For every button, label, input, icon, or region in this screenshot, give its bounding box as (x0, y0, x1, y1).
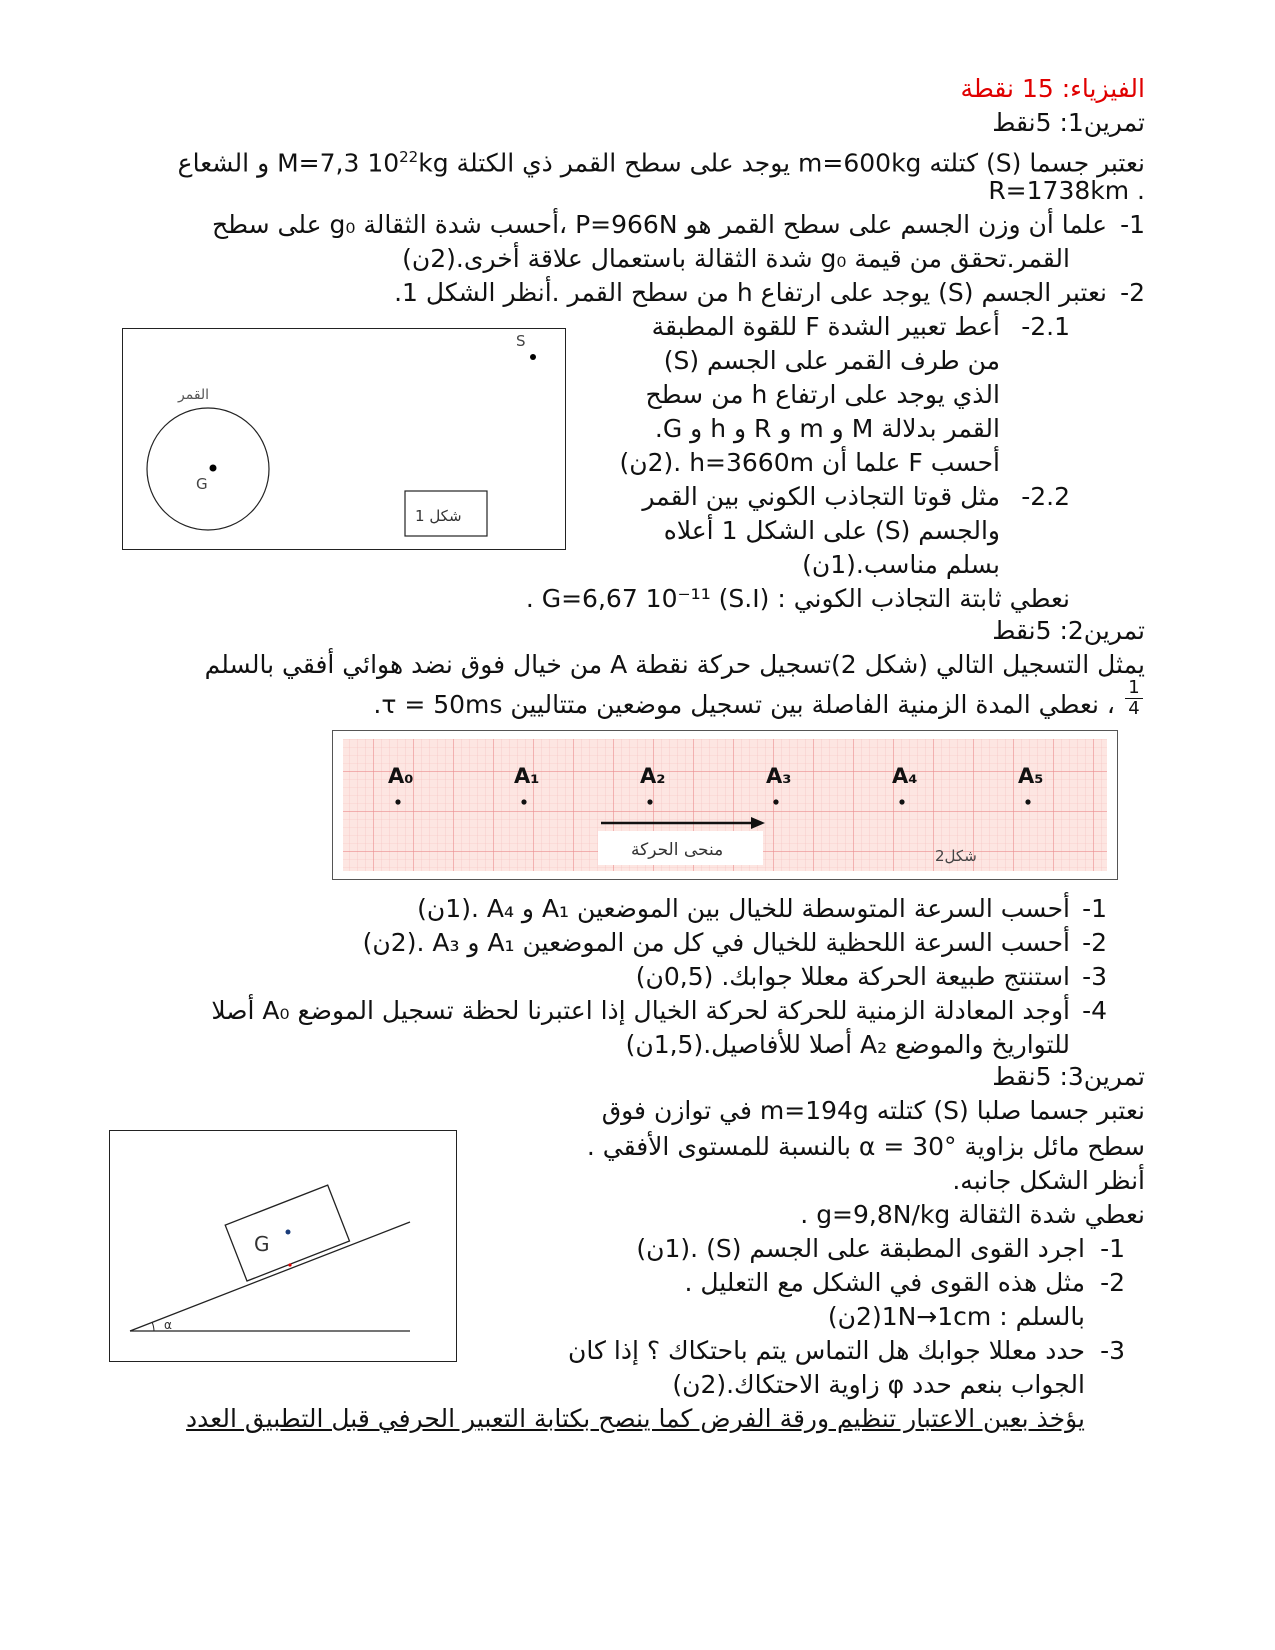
point-label-2: A₂ (640, 764, 666, 788)
moon-center-label: G (196, 475, 208, 493)
scale-fraction-denominator: 4 (1128, 698, 1140, 719)
exercise-3-intro-line4: نعطي شدة الثقالة g=9,8N/kg . (800, 1200, 1145, 1229)
exercise-1-q21-number: -2.1 (1021, 312, 1070, 341)
block-center-label: G (254, 1232, 270, 1256)
figure-3 (109, 1130, 457, 1362)
exercise-1-intro-end: kg و الشعاع (177, 148, 449, 178)
exercise-1-q21-line4: القمر بدلالة M و m و R و h و G. (654, 414, 1000, 443)
exercise-2-q1-number: -1 (1082, 894, 1107, 923)
point-dot-4 (899, 799, 904, 804)
exercise-1-q21-line5: أحسب F علما أن h=3660m .(2ن) (619, 448, 1000, 477)
exercise-1-q2-line: نعتبر الجسم (S) يوجد على ارتفاع h من سطح القمر .أنظر الشكل 1. (394, 278, 1107, 307)
exercise-1-q1-line1: علما أن وزن الجسم على سطح القمر هو P=966N ،أحسب شدة الثقالة g₀ على سطح (211, 210, 1107, 239)
exercise-1-q1-line2: القمر.تحقق من قيمة g₀ شدة الثقالة باستعمال علاقة أخرى.(2ن) (402, 244, 1070, 273)
exercise-2-title: تمرين2: 5نقط (992, 616, 1145, 645)
figure-1-drawing (123, 329, 565, 549)
point-label-1: A₁ (514, 764, 540, 788)
point-label-3: A₃ (766, 764, 792, 788)
exercise-3-q3-number: -3 (1100, 1336, 1125, 1365)
exercise-2-intro-line1: يمثل التسجيل التالي (شكل 2)تسجيل حركة نقطة A من خيال فوق نضد هوائي أفقي بالسلم (204, 650, 1145, 679)
exercise-3-q2-number: -2 (1100, 1268, 1125, 1297)
exercise-2-q4-number: -4 (1082, 996, 1107, 1025)
exercise-3-intro-line2: سطح مائل بزاوية α = 30° بالنسبة للمستوى الأفقي . (586, 1132, 1145, 1161)
exercise-1-q21-line1: أعط تعبير الشدة F للقوة المطبقة (651, 312, 1000, 341)
exercise-3-title: تمرين3: 5نقط (992, 1062, 1145, 1091)
exercise-1-intro-start: نعتبر جسما (S) كتلته m=600kg يوجد على سطح القمر ذي الكتلة M=7,3 10 (277, 148, 1145, 178)
exercise-1-q1-number: -1 (1120, 210, 1145, 239)
point-dot-1 (521, 799, 526, 804)
exercise-1-intro-exponent: 22 (399, 148, 419, 166)
footer-note: يؤخذ بعين الاعتبار تنظيم ورقة الفرض كما ينصح بكتابة التعبير الحرفي قبل التطبيق العدد (186, 1404, 1085, 1433)
exercise-2-q4-line1: أوجد المعادلة الزمنية للحركة لحركة الخيال إذا اعتبرنا لحظة تسجيل الموضع A₀ أصلا (211, 996, 1070, 1025)
exercise-1-intro-radius: . R=1738km (988, 176, 1145, 205)
point-dot-3 (773, 799, 778, 804)
exercise-1-q21-line3: الذي يوجد على ارتفاع h من سطح (645, 380, 1000, 409)
exercise-1-q2-number: -2 (1120, 278, 1145, 307)
body-s-label: S (516, 332, 526, 350)
moon-label: القمر (178, 387, 210, 403)
exercise-3-q2-scale: بالسلم : 1N→1cm(2ن) (827, 1302, 1085, 1331)
motion-direction-label: منحى الحركة (631, 840, 724, 860)
figure-2 (332, 730, 1118, 880)
scale-fraction (1125, 678, 1143, 719)
angle-arc (152, 1322, 154, 1331)
figure-1 (122, 328, 566, 550)
exercise-3-intro-line1: نعتبر جسما صلبا (S) كتلته m=194g في توازن فوق (601, 1096, 1145, 1125)
point-dot-0 (395, 799, 400, 804)
point-dot-2 (647, 799, 652, 804)
exercise-2-intro-line2: ، نعطي المدة الزمنية الفاصلة بين تسجيل موضعين متتاليين τ = 50ms. (373, 690, 1115, 719)
exercise-1-q22-line3: بسلم مناسب.(1ن) (802, 550, 1000, 579)
exercise-3-intro-line3: أنظر الشكل جانبه. (952, 1166, 1145, 1195)
point-dot-5 (1025, 799, 1030, 804)
exercise-1-q22-number: -2.2 (1021, 482, 1070, 511)
exercise-3-q2: مثل هذه القوى في الشكل مع التعليل . (684, 1268, 1085, 1297)
exercise-2-q3: استنتج طبيعة الحركة معللا جوابك. (0,5ن) (635, 962, 1070, 991)
exercise-3-q3-line2: الجواب بنعم حدد φ زاوية الاحتكاك.(2ن) (672, 1370, 1085, 1399)
exercise-3-q1-number: -1 (1100, 1234, 1125, 1263)
exercise-3-q1: اجرد القوى المطبقة على الجسم (S) .(1ن) (636, 1234, 1085, 1263)
block-center-dot (286, 1230, 291, 1235)
point-label-5: A₅ (1018, 764, 1044, 788)
body-s-dot (530, 354, 536, 360)
exercise-1-q22-line2: والجسم (S) على الشكل 1 أعلاه (663, 516, 1000, 545)
figure-2-caption: شكل2 (935, 847, 977, 865)
figure-2-drawing (333, 731, 1117, 879)
exercise-2-q4-line2: للتواريخ والموضع A₂ أصلا للأفاصيل.(1,5ن) (625, 1030, 1070, 1059)
moon-center-dot (210, 465, 217, 472)
page-title: الفيزياء: 15 نقطة (960, 74, 1145, 103)
exercise-2-q2: أحسب السرعة اللحظية للخيال في كل من الموضعين A₁ و A₃ .(2ن) (362, 928, 1070, 957)
moon-circle (147, 408, 269, 530)
scale-fraction-numerator: 1 (1125, 678, 1143, 699)
figure-3-drawing (110, 1131, 456, 1361)
exercise-2-q1: أحسب السرعة المتوسطة للخيال بين الموضعين A₁ و A₄ .(1ن) (417, 894, 1070, 923)
angle-label: α (164, 1318, 172, 1332)
exercise-1-title: تمرين1: 5نقط (992, 108, 1145, 137)
figure-1-caption: شكل 1 (415, 507, 462, 525)
exercise-1-q22-line1: مثل قوتا التجاذب الكوني بين القمر (642, 482, 1000, 511)
exercise-2-q2-number: -2 (1082, 928, 1107, 957)
exercise-3-q3-line1: حدد معللا جوابك هل التماس يتم باحتكاك ؟ إذا كان (568, 1336, 1085, 1365)
exercise-1-constant: نعطي ثابتة التجاذب الكوني : (S.I) G=6,67 10⁻¹¹ . (525, 584, 1070, 613)
contact-point (288, 1263, 291, 1266)
exercise-1-q21-line2: من طرف القمر على الجسم (S) (663, 346, 1000, 375)
exercise-2-q3-number: -3 (1082, 962, 1107, 991)
point-label-0: A₀ (388, 764, 414, 788)
point-label-4: A₄ (892, 764, 918, 788)
